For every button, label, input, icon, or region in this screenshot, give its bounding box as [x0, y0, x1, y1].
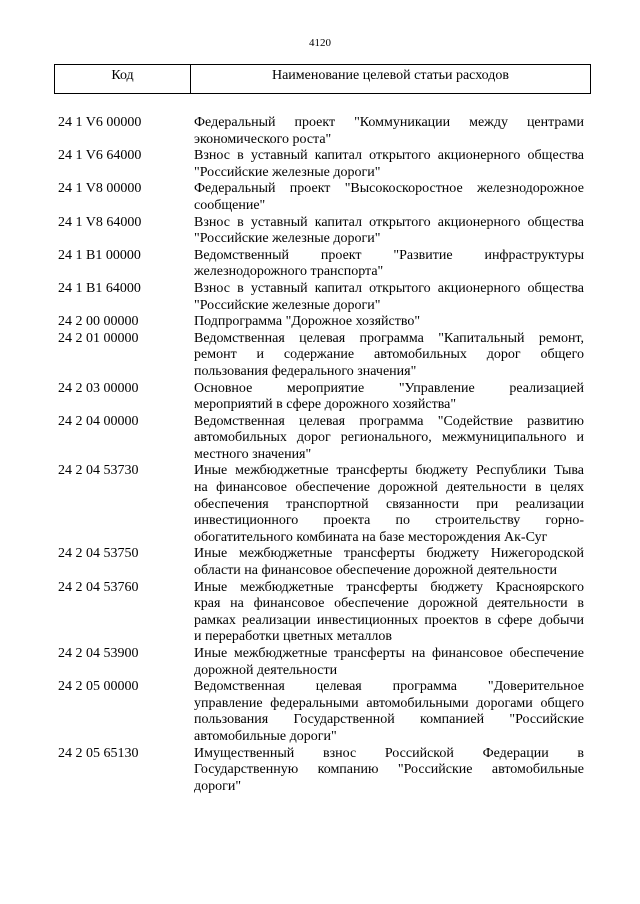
row-name-line: обогатительного комбината на базе месторождения Ак-Суг	[194, 529, 548, 545]
row-name-line: Иные межбюджетные трансферты бюджету Нижегородской	[194, 546, 584, 562]
table-row	[54, 148, 591, 181]
row-name-line: "Российские железные дороги"	[194, 164, 381, 180]
row-code: 24 1 В1 00000	[58, 247, 141, 263]
row-name-line: автомобильные дороги"	[194, 728, 337, 744]
row-name-line: Подпрограмма "Дорожное хозяйство"	[194, 314, 421, 330]
row-code: 24 2 01 00000	[58, 330, 139, 346]
row-name-line: "Российские железные дороги"	[194, 297, 381, 313]
table-row	[54, 281, 591, 314]
row-name-line: дороги"	[194, 778, 242, 794]
row-name-line: Иные межбюджетные трансферты на финансовое обеспечение	[194, 646, 584, 661]
row-name	[194, 580, 584, 646]
row-code: 24 1 V6 00000	[58, 115, 142, 130]
row-name-line: Имущественный взнос Российской Федерации в	[194, 745, 584, 761]
row-name-line: сообщение"	[194, 197, 266, 213]
row-code: 24 2 03 00000	[58, 380, 139, 396]
row-code: 24 2 04 00000	[58, 413, 139, 429]
table-row	[54, 746, 591, 796]
row-name-line: Государственную компанию "Российские автомобильные	[194, 762, 584, 778]
table-row	[54, 580, 591, 646]
table-row	[54, 181, 591, 214]
row-name	[194, 646, 584, 679]
row-name	[194, 746, 584, 796]
row-name-line: экономического роста"	[194, 131, 332, 147]
row-code: 24 2 05 65130	[58, 745, 139, 761]
row-name-line: пользования федерального значения"	[194, 363, 417, 379]
row-name-line: автомобильных дорог регионального, межмуниципального и	[194, 430, 584, 446]
row-code: 24 1 В1 64000	[58, 280, 141, 296]
header-name: Наименование целевой статьи расходов	[271, 68, 510, 83]
row-code: 24 2 04 53750	[58, 546, 139, 562]
row-name-line: "Российские железные дороги"	[194, 231, 381, 247]
row-name-line: железнодорожного транспорта"	[194, 264, 384, 280]
row-name	[194, 546, 584, 579]
table-row	[54, 314, 591, 331]
row-code: 24 2 04 53760	[58, 579, 139, 595]
table-body	[54, 115, 591, 795]
row-name-line: края на финансовое обеспечение дорожной деятельности в	[194, 596, 584, 612]
row-name-line: Взнос в уставный капитал открытого акционерного общества	[194, 280, 584, 296]
row-name-line: Ведомственная целевая программа "Капитальный ремонт,	[194, 330, 584, 346]
row-name	[194, 463, 584, 546]
row-name-line: обеспечения транспортной связанности при реализации	[194, 496, 584, 512]
row-name-line: Иные межбюджетные трансферты бюджету Республики Тыва	[194, 463, 584, 479]
row-name-line: Взнос в уставный капитал открытого акционерного общества	[194, 148, 584, 164]
table-row	[54, 115, 591, 148]
row-name	[194, 281, 584, 314]
table-row	[54, 215, 591, 248]
table-row	[54, 646, 591, 679]
table-header	[54, 64, 591, 94]
row-name-line: Ведомственная целевая программа "Доверительное	[194, 679, 584, 695]
row-name	[194, 414, 584, 464]
row-name	[194, 314, 584, 331]
row-name-line: ремонт и содержание автомобильных дорог общего	[194, 347, 584, 363]
row-name-line: и переработки цветных металлов	[194, 629, 393, 645]
table-row	[54, 463, 591, 546]
table-row	[54, 679, 591, 745]
header-code: Код	[55, 65, 191, 93]
row-code: 24 2 04 53730	[58, 463, 139, 479]
row-name	[194, 679, 584, 745]
table-row	[54, 414, 591, 464]
row-name-line: управление федеральными автомобильными дорогами общего	[194, 695, 584, 711]
row-name-line: Взнос в уставный капитал открытого акционерного общества	[194, 214, 584, 230]
row-name-line: Ведомственная целевая программа "Содействие развитию	[194, 413, 584, 429]
row-name-line: области на финансовое обеспечение дорожной деятельности	[194, 563, 557, 579]
row-code: 24 2 00 00000	[58, 314, 139, 330]
row-name	[194, 248, 584, 281]
row-name-line: Иные межбюджетные трансферты бюджету Красноярского	[194, 579, 584, 595]
table-row	[54, 331, 591, 381]
table-row	[54, 546, 591, 579]
row-name	[194, 148, 584, 181]
row-code: 24 2 04 53900	[58, 646, 139, 661]
row-code: 24 1 V8 64000	[58, 214, 142, 230]
row-name-line: местного значения"	[194, 446, 312, 462]
row-name	[194, 331, 584, 381]
row-code: 24 2 05 00000	[58, 679, 139, 695]
row-code: 24 1 V6 64000	[58, 148, 142, 164]
row-name-line: рамках реализации инвестиционных проектов в сфере добычи	[194, 612, 584, 628]
table-row	[54, 381, 591, 414]
row-code: 24 1 V8 00000	[58, 181, 142, 197]
row-name-line: мероприятий в сфере дорожного хозяйства"	[194, 397, 457, 413]
row-name-line: Ведомственный проект "Развитие инфраструктуры	[194, 247, 584, 263]
row-name-line: Основное мероприятие "Управление реализацией	[194, 380, 584, 396]
row-name	[194, 181, 584, 214]
row-name	[194, 381, 584, 414]
row-name-line: дорожной деятельности	[194, 662, 338, 678]
row-name-line: пользования Государственной компанией "Российские	[194, 712, 584, 728]
page-number: 4120	[309, 37, 331, 49]
table-row	[54, 248, 591, 281]
row-name-line: Федеральный проект "Коммуникации между центрами	[194, 115, 584, 130]
row-name-line: Федеральный проект "Высокоскоростное железнодорожное	[194, 181, 584, 197]
row-name	[194, 115, 584, 148]
row-name-line: на финансовое обеспечение дорожной деятельности в целях	[194, 480, 584, 496]
row-name	[194, 215, 584, 248]
row-name-line: инвестиционного проекта по строительству горно-	[194, 513, 584, 529]
